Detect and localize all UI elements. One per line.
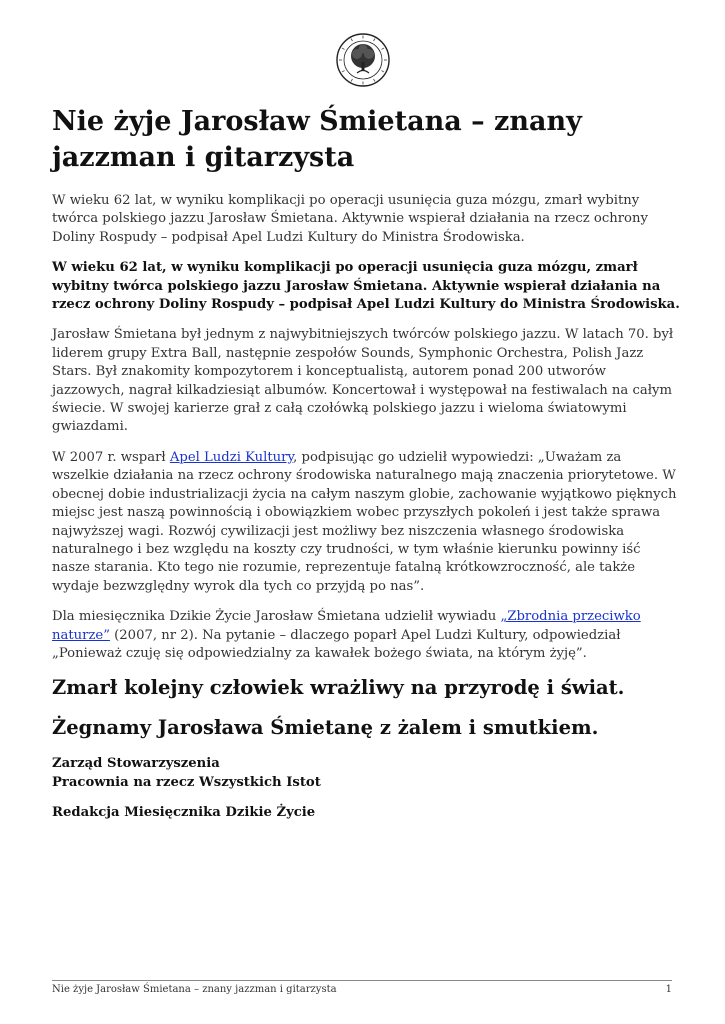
interview-paragraph — [52, 608, 682, 663]
appeal-text-before: W 2007 r. wsparł — [52, 449, 170, 465]
article-title: Nie żyje Jarosław Śmietana – znany jazzman i gitarzysta — [52, 106, 582, 173]
lead-paragraph: W wieku 62 lat, w wyniku komplikacji po operacji usunięcia guza mózgu, zmarł wybitny twórca polskiego jazzu Jarosław Śmietana. Aktywnie wspierał działania na rzecz ochrony Doliny Rospudy – podpisał Apel Ludzi Kultury do Ministra Środowiska. — [52, 260, 680, 313]
page-number: 1 — [665, 984, 672, 995]
intro-paragraph: W wieku 62 lat, w wyniku komplikacji po operacji usunięcia guza mózgu, zmarł wybitny twórca polskiego jazzu Jarosław Śmietana. Aktywnie wspierał działania na rzecz ochrony Doliny Rospudy – podpisał Apel Ludzi Kultury do Ministra Środowiska. — [52, 193, 648, 245]
tree-seal-icon — [335, 32, 391, 88]
closing-heading-1: Zmarł kolejny człowiek wrażliwy na przyrodę i świat. — [52, 676, 625, 700]
zbrodnia-przeciwko-naturze-link[interactable]: „Zbrodnia przeciwko naturze” — [52, 609, 641, 643]
footer-divider — [52, 980, 672, 981]
footer-title: Nie żyje Jarosław Śmietana – znany jazzman i gitarzysta — [52, 984, 337, 995]
bio-paragraph: Jarosław Śmietana był jednym z najwybitniejszych twórców polskiego jazzu. W latach 70. był liderem grupy Extra Ball, następnie zespołów Sounds, Symphonic Orchestra, Polish Jazz Stars. Był znakomity kompozytorem i konceptualistą, autorem ponad 200 utworów jazzowych, nagrał kilkadziesiąt albumów. Koncertował i występował na festiwalach na całym świecie. W swojej karierze grał z całą czołówką polskiego jazzu i wieloma światowymi gwiazdami. — [52, 327, 674, 435]
appeal-text-after: , podpisując go udzielił wypowiedzi: „Uważam za wszelkie działania na rzecz ochrony środowiska naturalnego mają znaczenia priorytetowe. W obecnej dobie industrializacji życia na całym naszym globie, zachowanie wyjątkowo pięknych miejsc jest naszą powinnością i obowiązkiem wobec przyszłych pokoleń i jest także sprawa najwyższej wagi. Rozwój cywilizacji jest możliwy bez niszczenia własnego środowiska naturalnego i bez względu na koszty czy trudności, w tym właśnie kierunku powinny iść nasze starania. Kto tego nie rozumie, reprezentuje fatalną krótkowzroczność, ale także wydaje bezwzględny wyrok dla tych co przyjdą po nas”. — [52, 449, 677, 594]
interview-text-before: Dla miesięcznika Dzikie Życie Jarosław Śmietana udzielił wywiadu — [52, 609, 501, 625]
signature-board: Zarząd Stowarzyszenia — [52, 756, 220, 772]
article-body — [52, 192, 682, 835]
closing-heading-2: Żegnamy Jarosława Śmietanę z żalem i smutkiem. — [52, 716, 599, 740]
interview-text-after: (2007, nr 2). Na pytanie – dlaczego poparł Apel Ludzi Kultury, odpowiedział „Ponieważ czuję się odpowiedzialny za kawałek bożego świata, na którym żyję”. — [52, 627, 621, 661]
apel-ludzi-kultury-link[interactable]: Apel Ludzi Kultury — [169, 449, 294, 465]
signature-organization: Pracownia na rzecz Wszystkich Istot — [52, 774, 321, 790]
signature-editorial: Redakcja Miesięcznika Dzikie Życie — [52, 805, 316, 821]
page-footer — [52, 984, 672, 996]
signature-block — [52, 755, 682, 792]
organization-logo — [335, 32, 391, 88]
appeal-paragraph — [52, 449, 682, 596]
